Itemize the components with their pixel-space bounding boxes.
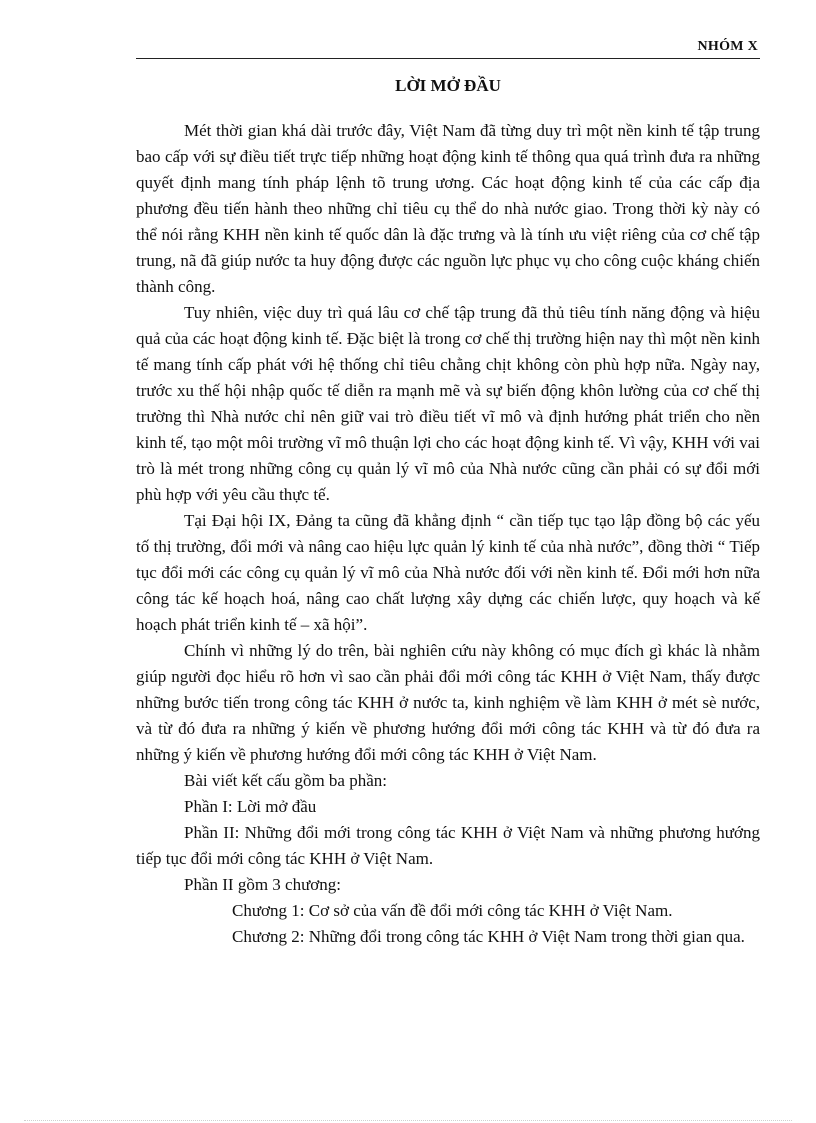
paragraph-congress: Tại Đại hội IX, Đảng ta cũng đã khẳng định “ cần tiếp tục tạo lập đồng bộ các yếu tố thị trường, đổi mới và nâng cao hiệu lực quản lý kinh tế của nhà nước”, đồng thời “ Tiếp tục đổi mới các công cụ quản lý vĩ mô của Nhà nước đối với nền kinh tế. Đổi mới hơn nữa công tác kế hoạch hoá, nâng cao chất lượng xây dựng các chiến lược, quy hoạch và kế hoạch phát triển kinh tế – xã hội”. (136, 511, 760, 634)
chapter-two: Chương 2: Những đổi trong công tác KHH ở Việt Nam trong thời gian qua. (232, 927, 745, 946)
document-body (136, 118, 760, 950)
chapter-one: Chương 1: Cơ sở của vấn đề đổi mới công tác KHH ở Việt Nam. (232, 901, 673, 920)
paragraph-structure: Bài viết kết cấu gồm ba phần: (184, 771, 387, 790)
part-one: Phần I: Lời mở đầu (184, 797, 317, 816)
document-title: LỜI MỞ ĐẦU (395, 76, 501, 95)
paragraph-purpose: Chính vì những lý do trên, bài nghiên cứu này không có mục đích gì khác là nhằm giúp người đọc hiểu rõ hơn vì sao cần phải đổi mới công tác KHH ở Việt Nam, thấy được những bước tiến trong công tác KHH ở nước ta, kinh nghiệm về làm KHH ở mét sè nước, và từ đó đưa ra những ý kiến về phương hướng đổi mới công tác KHH và từ đó đưa ra những ý kiến về phương hướng đổi mới công tác KHH ở Việt Nam. (136, 641, 760, 764)
page-bottom-divider (24, 1120, 792, 1121)
paragraph-however: Tuy nhiên, việc duy trì quá lâu cơ chế tập trung đã thủ tiêu tính năng động và hiệu quả của các hoạt động kinh tế. Đặc biệt là trong cơ chế thị trường hiện nay thì một nền kinh tế mang tính cấp phát với hệ thống chỉ tiêu chằng chịt không còn phù hợp nữa. Ngày nay, trước xu thế hội nhập quốc tế diễn ra mạnh mẽ và sự biến động khôn lường của cơ chế thị trường thì Nhà nước chỉ nên giữ vai trò điều tiết vĩ mô và định hướng phát triển cho nền kinh tế, tạo một môi trường vĩ mô thuận lợi cho các hoạt động kinh tế. Vì vậy, KHH với vai trò là mét trong những công cụ quản lý vĩ mô của Nhà nước cũng cần phải có sự đổi mới phù hợp với yêu cầu thực tế. (136, 303, 760, 504)
header-group-label: NHÓM X (697, 39, 758, 54)
part-two-chapters-intro: Phần II gồm 3 chương: (184, 875, 342, 894)
page-header (136, 38, 760, 59)
part-two: Phần II: Những đổi mới trong công tác KHH ở Việt Nam và những phương hướng tiếp tục đổi mới công tác KHH ở Việt Nam. (136, 823, 760, 868)
paragraph-intro: Mét thời gian khá dài trước đây, Việt Nam đã từng duy trì một nền kinh tế tập trung bao cấp với sự điều tiết trực tiếp những hoạt động kinh tế thông qua quá trình đưa ra những quyết định mang tính pháp lệnh tõ trung ương. Các hoạt động kinh tế của các cấp địa phương đều tiến hành theo những chỉ tiêu cụ thể do nhà nước giao. Trong thời kỳ này có thể nói rằng KHH nền kinh tế quốc dân là đặc trưng và là tính ưu việt riêng của cơ chế tập trung, nã đã giúp nước ta huy động được các nguồn lực phục vụ cho công cuộc kháng chiến thành công. (136, 121, 760, 296)
